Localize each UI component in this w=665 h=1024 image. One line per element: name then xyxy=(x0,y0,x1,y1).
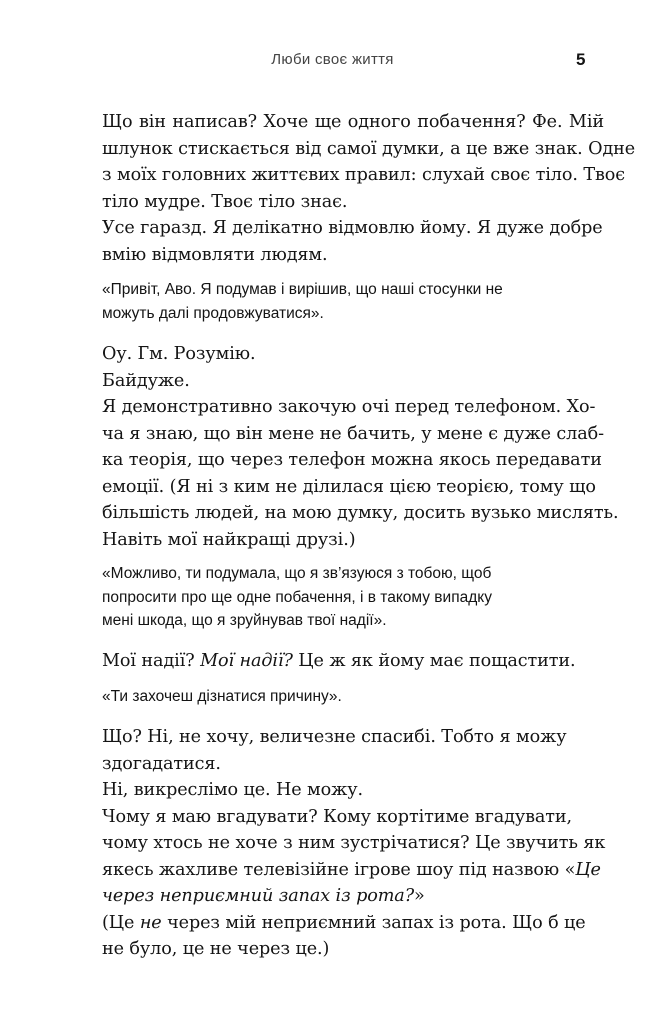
message-line: можуть далі продовжуватися». xyxy=(102,304,324,322)
text-line xyxy=(102,857,601,884)
text-line: Байдуже. xyxy=(102,370,190,391)
text-line: ка теорія, що через телефон можна якось передавати xyxy=(102,450,602,470)
text-line: чому хтось не хоче з ним зустрічатися? Це звучить як xyxy=(102,833,606,853)
text-line: ча я знаю, що він мене не бачить, у мене є дуже слаб- xyxy=(102,423,604,444)
text-line: Що? Ні, не хочу, величезне спасибі. Тобто я можу xyxy=(102,727,567,747)
message-line: мені шкода, що я зруйнував твої надії». xyxy=(102,612,387,629)
italic-run: через неприємний запах із рота? xyxy=(102,886,415,906)
message-line: «Ти захочеш дізнатися причину». xyxy=(102,688,342,705)
text-line xyxy=(102,910,585,937)
text-line: Чому я маю вгадувати? Кому кортітиме вгадувати, xyxy=(102,806,573,827)
paragraph-5 xyxy=(102,394,619,553)
text-line: Усе гаразд. Я делікатно відмовлю йому. Я дуже добре xyxy=(102,218,603,238)
text-line: шлунок стискається від самої думки, а це вже знак. Одне xyxy=(102,138,636,159)
page-header xyxy=(0,50,665,74)
text-line: здогадатися. xyxy=(102,753,221,774)
message-line: «Привіт, Аво. Я подумав і вирішив, що наші стосунки не xyxy=(102,281,503,298)
italic-run: не xyxy=(139,912,162,933)
text-run: Мої надії? xyxy=(102,651,201,671)
text-line xyxy=(102,883,585,910)
text-line: тіло мудре. Твоє тіло знає. xyxy=(102,191,348,212)
text-run: через мій неприємний запах із рота. Що б це xyxy=(161,912,586,933)
text-line: Оу. Гм. Розумію. xyxy=(102,344,256,364)
italic-run: Мої надії? xyxy=(200,651,293,671)
message-3 xyxy=(102,685,562,709)
message-line: «Можливо, ти подумала, що я зв’язуюся з тобою, щоб xyxy=(102,565,492,582)
text-line: більшість людей, на мою думку, досить вузько мислять. xyxy=(102,503,619,523)
page-number: 5 xyxy=(576,50,586,69)
text-run: якесь жахливе телевізійне ігрове шоу під назвою « xyxy=(102,859,576,880)
text-line: Ні, викреслімо це. Не можу. xyxy=(102,780,363,800)
text-line xyxy=(102,648,585,675)
text-line: вмію відмовляти людям. xyxy=(102,244,328,265)
text-line: з моїх головних життєвих правил: слухай своє тіло. Твоє xyxy=(102,165,626,185)
running-title: Люби своє життя xyxy=(271,51,394,68)
paragraph-2 xyxy=(102,215,603,268)
paragraph-6 xyxy=(102,648,585,675)
text-line: не було, це не через це.) xyxy=(102,939,330,959)
paragraph-3 xyxy=(102,341,585,394)
paragraph-7 xyxy=(102,724,606,963)
text-line: Навіть мої найкращі друзі.) xyxy=(102,529,356,550)
message-2 xyxy=(102,562,562,633)
paragraph-1 xyxy=(102,109,636,215)
message-1 xyxy=(102,278,562,325)
message-line: попросити про ще одне побачення, і в такому випадку xyxy=(102,588,492,606)
text-run: (Це xyxy=(102,912,140,933)
text-line: емоції. (Я ні з ким не ділилася цією теорією, тому що xyxy=(102,476,596,497)
italic-run: Це xyxy=(575,859,601,880)
text-run: Це ж як йому має пощастити. xyxy=(292,651,576,671)
text-run: » xyxy=(414,886,425,906)
text-line: Я демонстративно закочую очі перед телефоном. Хо- xyxy=(102,397,596,417)
text-line: Що він написав? Хоче ще одного побачення? Фе. Мій xyxy=(102,112,605,132)
